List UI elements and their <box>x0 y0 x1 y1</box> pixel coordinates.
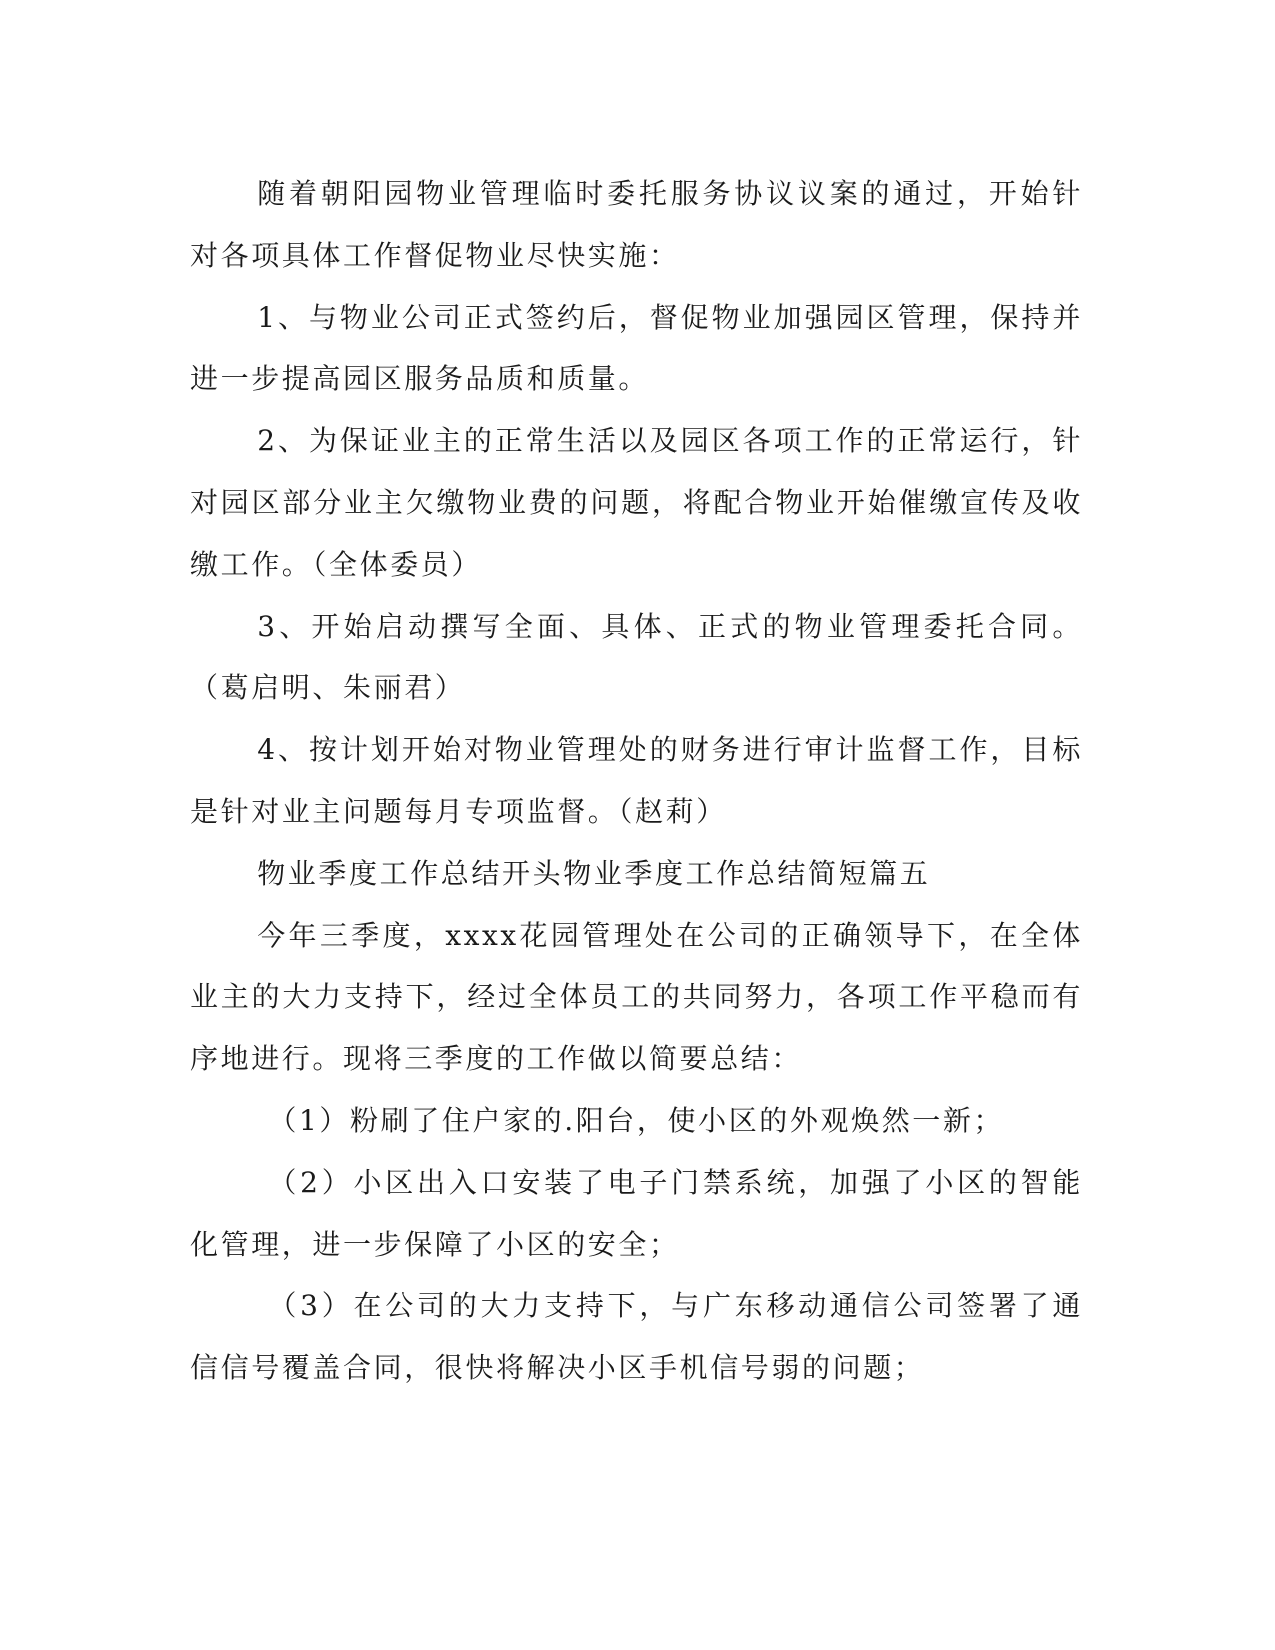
paragraph-item-1: 1、与物业公司正式签约后，督促物业加强园区管理，保持并进一步提高园区服务品质和质量。 <box>190 300 1083 396</box>
paragraph-item-2: 2、为保证业主的正常生活以及园区各项工作的正常运行，针对园区部分业主欠缴物业费的问题，将配合物业开始催缴宣传及收缴工作。（全体委员） <box>190 424 1083 581</box>
paragraph-point-2: （2）小区出入口安装了电子门禁系统，加强了小区的智能化管理，进一步保障了小区的安全； <box>190 1165 1083 1261</box>
paragraph-item-3: 3、开始启动撰写全面、具体、正式的物业管理委托合同。（葛启明、朱丽君） <box>190 609 1083 705</box>
document-body <box>190 163 1083 1399</box>
paragraph-intro: 随着朝阳园物业管理临时委托服务协议议案的通过，开始针对各项具体工作督促物业尽快实施： <box>190 177 1083 272</box>
paragraph-point-1: （1）粉刷了住户家的.阳台，使小区的外观焕然一新； <box>268 1103 1005 1137</box>
paragraph-point-3: （3）在公司的大力支持下，与广东移动通信公司签署了通信信号覆盖合同，很快将解决小区手机信号弱的问题； <box>190 1289 1083 1385</box>
section-heading: 物业季度工作总结开头物业季度工作总结简短篇五 <box>257 856 931 890</box>
paragraph-item-4: 4、按计划开始对物业管理处的财务进行审计监督工作，目标是针对业主问题每月专项监督。（赵莉） <box>190 733 1083 828</box>
paragraph-summary-intro: 今年三季度，xxxx花园管理处在公司的正确领导下，在全体业主的大力支持下，经过全体员工的共同努力，各项工作平稳而有序地进行。现将三季度的工作做以简要总结： <box>190 918 1083 1076</box>
